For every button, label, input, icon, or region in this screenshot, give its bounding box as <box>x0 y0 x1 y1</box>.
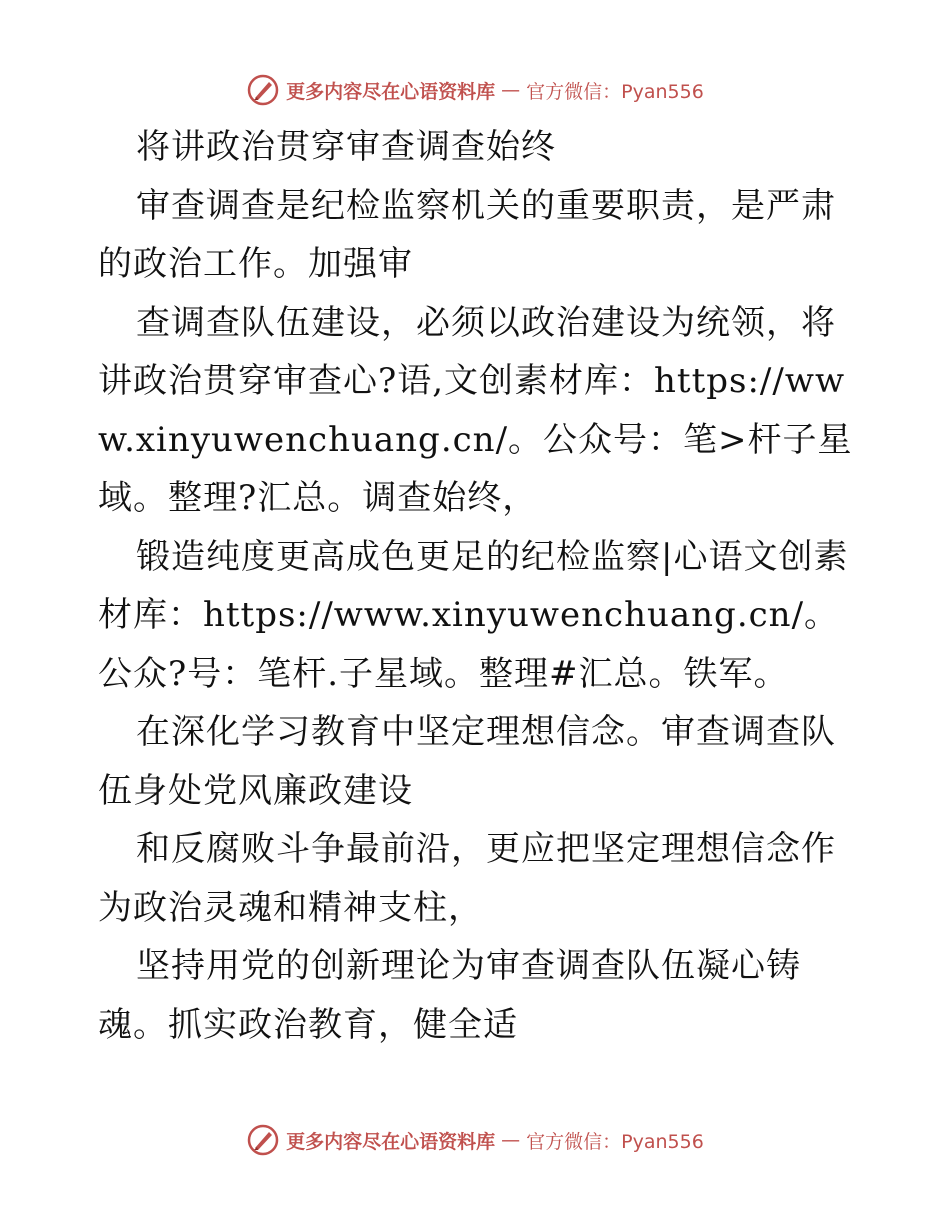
header-banner <box>0 70 950 110</box>
banner-separator: — <box>501 1129 521 1151</box>
banner-title: 更多内容尽在心语资料库 <box>286 1130 496 1153</box>
banner-separator: — <box>501 79 521 101</box>
quill-pen-logo-icon <box>246 1123 280 1157</box>
document-paragraph: 在深化学习教育中坚定理想信念。审查调查队伍身处党风廉政建设 <box>98 712 836 811</box>
banner-wechat: 官方微信：Pyan556 <box>526 1130 704 1153</box>
document-paragraph: 审查调查是纪检监察机关的重要职责，是严肃的政治工作。加强审 <box>98 185 836 284</box>
document-paragraph: 查调查队伍建设，必须以政治建设为统领，将讲政治贯穿审查心?语,文创素材库：https://www.xinyuwenchuang.cn/。公众号：笔>杆子星域。整理?汇总。调查始终， <box>98 302 853 518</box>
banner-wechat: 官方微信：Pyan556 <box>526 80 704 103</box>
document-paragraph: 和反腐败斗争最前沿，更应把坚定理想信念作为政治灵魂和精神支柱， <box>98 829 836 928</box>
banner-title: 更多内容尽在心语资料库 <box>286 80 496 103</box>
document-paragraph: 坚持用党的创新理论为审查调查队伍凝心铸魂。抓实政治教育，健全适 <box>98 946 801 1045</box>
footer-banner <box>0 1120 950 1160</box>
document-paragraph: 锻造纯度更高成色更足的纪检监察|心语文创素材库：https://www.xinyuwenchuang.cn/。公众?号：笔杆.子星域。整理#汇总。铁军。 <box>98 536 849 694</box>
document-paragraph: 将讲政治贯穿审查调查始终 <box>136 127 556 167</box>
quill-pen-logo-icon <box>246 73 280 107</box>
document-body <box>98 118 858 1054</box>
